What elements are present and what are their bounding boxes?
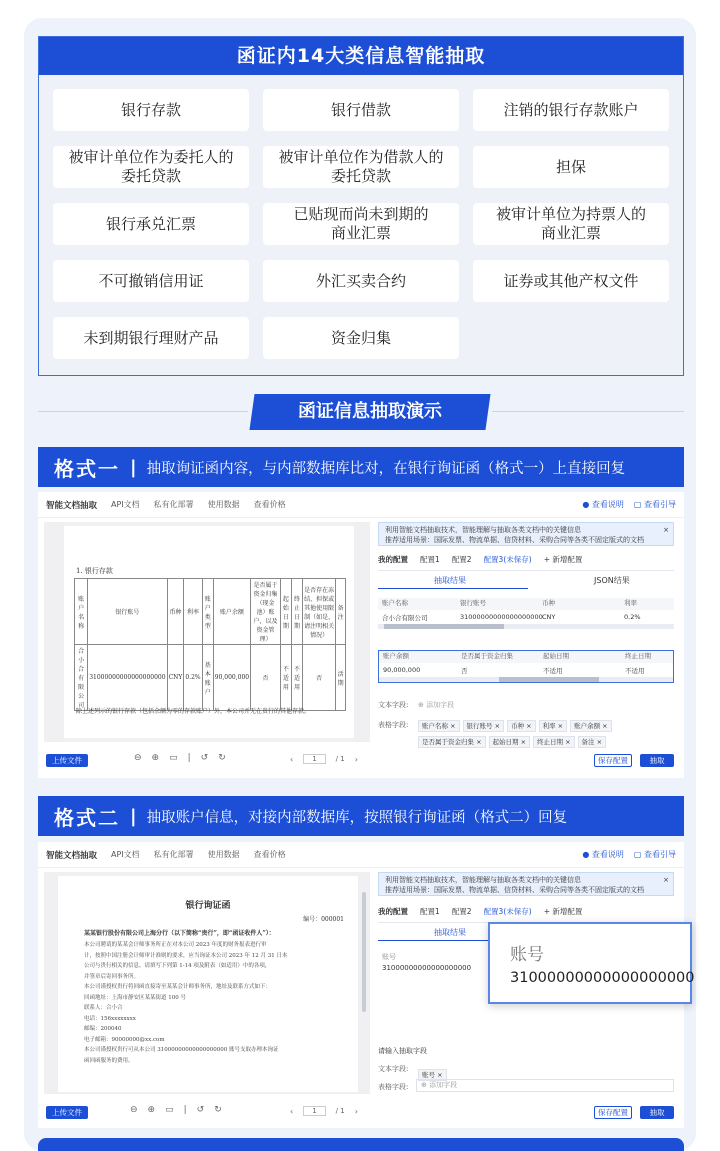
table-field-input[interactable]: ⊕ 添加字段: [416, 1079, 674, 1092]
viewer-scrollbar[interactable]: [362, 892, 366, 1012]
prev-page-icon[interactable]: ‹: [290, 754, 294, 764]
field-value: 31000000000000000000: [382, 964, 472, 972]
nav-item-private[interactable]: 私有化部署: [153, 850, 194, 859]
letter-title: 银行询证函: [185, 901, 231, 911]
document-page: [64, 526, 354, 738]
col-end-date: 终止日期: [625, 652, 651, 660]
cell-end-date: 不适用: [625, 666, 645, 675]
format2-header: [38, 796, 684, 836]
col-account-number: 银行账号: [460, 599, 486, 607]
help-link-label: 查看说明: [591, 850, 624, 859]
category-item: 被审计单位作为借款人的 委托贷款: [263, 146, 459, 188]
add-text-field-label: 添加字段: [426, 701, 455, 709]
zoom-in-icon[interactable]: ⊕: [147, 1105, 156, 1115]
tab-result[interactable]: 抽取结果: [434, 576, 466, 585]
rotate-left-icon[interactable]: ↺: [200, 753, 209, 763]
bank-table-cell: 不适用: [280, 645, 291, 711]
col-account-name: 账户名称: [382, 599, 408, 607]
tab-json[interactable]: JSON结果: [594, 576, 630, 585]
viewer-toolbar: [130, 1105, 222, 1115]
format2-separator: |: [130, 805, 137, 827]
nav-item-price[interactable]: 查看价格: [253, 850, 286, 859]
config-label: 我的配置: [378, 555, 408, 564]
extract-field-input-label: 请输入抽取字段: [378, 1047, 427, 1055]
category-item: 银行存款: [53, 89, 249, 131]
table-field-tag-label: 终止日期: [537, 738, 564, 746]
tab-config2[interactable]: 配置2: [451, 907, 472, 916]
table-field-tag[interactable]: 备注 ×: [578, 736, 607, 748]
table-field-tag-label: 账户余额: [574, 722, 601, 730]
zoom-out-icon[interactable]: ⊖: [134, 753, 142, 763]
bank-table-cell: CNY: [167, 645, 184, 711]
category-panel-title: 函证内14大类信息智能抽取: [39, 37, 683, 75]
config-tabs: [378, 906, 582, 917]
category-item: 不可撤销信用证: [53, 260, 249, 302]
bank-table: [74, 578, 346, 711]
category-item: 银行借款: [263, 89, 459, 131]
col-start-date: 起始日期: [543, 652, 569, 660]
result-table-2: [378, 650, 674, 683]
bank-table-header-cell: 账户类型: [202, 579, 213, 645]
cell-cash-pool: 否: [461, 666, 468, 675]
nav-item-usage[interactable]: 使用数据: [207, 850, 240, 859]
col-balance: 账户余额: [383, 652, 409, 660]
demo-banner: [249, 394, 490, 430]
table-field-tag[interactable]: 币种 ×: [507, 720, 536, 732]
text-field-label: 文本字段:: [378, 1065, 409, 1073]
cell-currency: CNY: [542, 613, 556, 621]
category-item: 被审计单位作为委托人的 委托贷款: [53, 146, 249, 188]
table-field-tag-label: 起始日期: [492, 738, 519, 746]
upload-button[interactable]: 上传文件: [46, 1106, 88, 1119]
table-field-tag[interactable]: 是否属于资金归集 ×: [418, 736, 486, 748]
viewer-toolbar: [134, 753, 226, 763]
config-tabs: [378, 554, 582, 565]
bank-table-cell: 不适用: [291, 645, 302, 711]
letter-line: 本公司谨授权贵行可从本公司 31000000000000000000 账号支取办理本询证: [84, 1047, 279, 1053]
bank-table-cell: 90,000,000: [213, 645, 250, 711]
next-page-icon[interactable]: ›: [354, 1106, 358, 1116]
col-rate: 利率: [624, 599, 637, 607]
field-label: 账号: [382, 953, 396, 961]
letter-line: 计，按照中国注册会计师审计准则的要求，应当询证本公司 2023 年 12 月 31 日本: [84, 952, 288, 959]
cell-account-number: 31000000000000000000: [460, 613, 543, 621]
scrollbar-1[interactable]: [378, 624, 674, 629]
page-total: / 1: [335, 755, 345, 763]
category-item: 被审计单位为持票人的 商业汇票: [473, 203, 669, 245]
bank-table-cell: 31000000000000000000: [88, 645, 167, 711]
format2-nav: [38, 842, 684, 868]
nav-item-api[interactable]: API文档: [111, 500, 140, 509]
prev-page-icon[interactable]: ‹: [290, 1106, 294, 1116]
doc-section-title: 1. 银行存款: [76, 567, 113, 575]
letter-line: 并签章后寄回事务所。: [84, 973, 140, 980]
category-item: 未到期银行理财产品: [53, 317, 249, 359]
bank-table-header-cell: 终止日期: [291, 579, 302, 645]
scrollbar-1-thumb[interactable]: [384, 624, 504, 629]
cell-account-name: 合小合有限公司: [382, 613, 428, 622]
info-line-1: 利用智能文档抽取技术，智能理解与抽取各类文档中的关键信息: [385, 876, 581, 884]
nav-item-api[interactable]: API文档: [111, 850, 140, 859]
divider-left: [38, 411, 248, 412]
letter-page: [58, 876, 358, 1092]
tab-config1[interactable]: 配置1: [420, 907, 440, 916]
format2-title: 格式二: [54, 805, 120, 830]
info-line-1: 利用智能文档抽取技术，智能理解与抽取各类文档中的关键信息: [385, 526, 581, 534]
rotate-right-icon[interactable]: ↻: [214, 1105, 222, 1115]
format1-nav: [38, 492, 684, 518]
result-row-1: [378, 610, 674, 624]
zoom-out-icon[interactable]: ⊖: [130, 1105, 138, 1115]
result-table-2-header: [379, 651, 673, 663]
table-field-tag[interactable]: 终止日期 ×: [533, 736, 575, 748]
info-banner: [378, 522, 674, 546]
category-item: 资金归集: [263, 317, 459, 359]
letter-line: 公司与贵行相关的信息。请填写下列第 1-14 项及附表（如适用）中的各项，: [84, 963, 271, 969]
category-item: 银行承兑汇票: [53, 203, 249, 245]
table-field-label: 表格字段:: [378, 1083, 409, 1091]
help-link[interactable]: ● 查看说明: [582, 850, 624, 859]
fit-icon[interactable]: ▭: [169, 753, 178, 763]
guide-link[interactable]: ▢ 查看引导: [633, 850, 676, 859]
format1-screenshot: [38, 492, 684, 778]
bank-table-cell: 活期: [336, 645, 346, 711]
page-input[interactable]: 1: [303, 754, 325, 764]
guide-link-label: 查看引导: [644, 500, 676, 509]
doc-footer-text: 除上述列示的银行存款（包括余额为零的存款账户）外，本公司并无在贵行的其他存款。: [76, 708, 311, 715]
table-field-tag-label: 币种: [511, 722, 525, 730]
category-item: 已贴现而尚未到期的 商业汇票: [263, 203, 459, 245]
nav-brand[interactable]: 智能文档抽取: [46, 850, 98, 861]
bank-table-header-cell: 账户名称: [75, 579, 88, 645]
info-line-2: 推荐适用场景：国际发票、物流单据、信贷材料、采购合同等各类不固定版式的文档: [385, 886, 644, 894]
zoom-in-icon[interactable]: ⊕: [151, 753, 160, 763]
nav-item-private[interactable]: 私有化部署: [153, 500, 194, 509]
category-item: 证券或其他产权文件: [473, 260, 669, 302]
divider-right: [492, 411, 684, 412]
tag-account-label: 账号: [422, 1071, 435, 1079]
extract-button[interactable]: 抽取: [640, 1106, 674, 1119]
config-label: 我的配置: [378, 907, 408, 916]
result-row-2: [379, 663, 673, 677]
tab-result[interactable]: 抽取结果: [434, 928, 466, 937]
active-tab-underline: [378, 588, 528, 589]
pager: [290, 1106, 358, 1116]
result-pane: [374, 518, 682, 776]
format2-description: 抽取账户信息，对接内部数据库，按照银行询证函（格式二）回复: [146, 809, 568, 826]
bank-table-cell: 否: [251, 645, 281, 711]
result-table-1-header: [378, 598, 674, 610]
bank-table-header-cell: 账户余额: [213, 579, 250, 645]
table-field-tags: [418, 716, 668, 748]
col-cash-pool: 是否属于资金归集: [461, 652, 513, 660]
tab-config3[interactable]: 配置3(未保存): [483, 907, 532, 916]
bank-table-header-cell: 币种: [167, 579, 184, 645]
bank-table-cell: 基本账户: [202, 645, 213, 711]
divider-icon: |: [183, 1105, 187, 1115]
table-field-tag-label: 利率: [542, 722, 556, 730]
bank-table-header-cell: 是否存在冻结、担保或其他使用限制（如是，请注明相关情况）: [303, 579, 336, 645]
letter-line: 回函地址：上海市静安区某某街道 100 号: [84, 994, 186, 1001]
add-table-field-label: 添加字段: [429, 1081, 458, 1089]
bank-table-header-cell: 银行账号: [88, 579, 167, 645]
table-field-tag[interactable]: 账户名称 ×: [418, 720, 460, 732]
page-total: / 1: [335, 1107, 345, 1115]
bank-table-cell: 合小合有限公司: [75, 645, 88, 711]
letter-line: 函回函服务的费用。: [84, 1057, 134, 1064]
bank-table-header-cell: 利率: [184, 579, 202, 645]
category-panel: [38, 36, 684, 376]
bank-table-cell: 0.2%: [184, 645, 202, 711]
cell-rate: 0.2%: [624, 613, 641, 621]
close-icon[interactable]: ×: [663, 526, 669, 534]
bank-table-cell: 否: [303, 645, 336, 711]
extract-button[interactable]: 抽取: [640, 754, 674, 767]
next-page-icon[interactable]: ›: [354, 754, 358, 764]
guide-link-label: 查看引导: [644, 850, 676, 859]
save-config-button[interactable]: 保存配置: [594, 1106, 632, 1119]
document-viewer: [44, 872, 370, 1094]
fit-icon[interactable]: ▭: [165, 1105, 174, 1115]
table-field-tag-label: 银行账号: [466, 722, 493, 730]
add-config-button[interactable]: + 新增配置: [543, 907, 583, 916]
category-item: 外汇买卖合约: [263, 260, 459, 302]
table-field-tag[interactable]: 银行账号 ×: [463, 720, 505, 732]
nav-item-usage[interactable]: 使用数据: [207, 500, 240, 509]
letter-body: [84, 940, 354, 1066]
letter-line: 邮编：200040: [84, 1026, 122, 1032]
tag-account[interactable]: 账号 ×: [418, 1069, 447, 1081]
add-config-button[interactable]: + 新增配置: [543, 555, 583, 564]
table-field-label: 表格字段:: [378, 721, 409, 729]
guide-link[interactable]: ▢ 查看引导: [633, 500, 676, 509]
table-field-tag-label: 是否属于资金归集: [422, 738, 474, 746]
nav-item-price[interactable]: 查看价格: [253, 500, 286, 509]
tab-config1[interactable]: 配置1: [420, 555, 440, 564]
info-banner: [378, 872, 674, 896]
popup-label: 账号: [510, 945, 544, 965]
close-icon[interactable]: ×: [663, 876, 669, 884]
add-text-field[interactable]: ⊕ 添加字段: [418, 701, 455, 709]
cell-balance: 90,000,000: [383, 666, 421, 674]
scrollbar-2[interactable]: [379, 677, 673, 682]
table-field-tag-label: 账户名称: [422, 722, 448, 730]
letter-number: 编号：000001: [303, 916, 344, 923]
pager: [290, 754, 358, 764]
table-field-tag-label: 备注: [581, 738, 595, 746]
help-link[interactable]: ● 查看说明: [582, 500, 624, 509]
divider-icon: |: [187, 753, 191, 763]
bank-table-header-cell: 是否属于资金归集（现金池）账户，以及资金管理）: [251, 579, 281, 645]
letter-greeting: 某某银行股份有限公司上海分行（以下简称“贵行”，即“函证收件人”）：: [84, 930, 275, 937]
category-item: 注销的银行存款账户: [473, 89, 669, 131]
rotate-left-icon[interactable]: ↺: [196, 1105, 205, 1115]
scrollbar-2-thumb[interactable]: [499, 677, 599, 682]
format1-description: 抽取询证函内容，与内部数据库比对，在银行询证函（格式一）上直接回复: [146, 460, 626, 477]
table-field-tag[interactable]: 利率 ×: [539, 720, 568, 732]
letter-line: 本公司聘请的某某会计师事务所正在对本公司 2023 年度的财务报表进行审: [84, 942, 267, 948]
table-field-tag[interactable]: 账户余额 ×: [570, 720, 612, 732]
popup-value: 31000000000000000000: [510, 970, 695, 986]
bottom-banner: [38, 1138, 684, 1151]
format1-header: [38, 447, 684, 487]
rotate-right-icon[interactable]: ↻: [218, 753, 226, 763]
document-viewer: [44, 522, 370, 742]
demo-banner-text: 函证信息抽取演示: [298, 401, 442, 422]
page-input[interactable]: 1: [303, 1106, 325, 1116]
text-field-label: 文本字段:: [378, 701, 409, 709]
upload-button[interactable]: 上传文件: [46, 754, 88, 767]
config-divider: [378, 570, 674, 571]
save-config-button[interactable]: 保存配置: [594, 754, 632, 767]
letter-line: 联系人：合小合: [84, 1005, 123, 1011]
bank-table-header-cell: 备注: [336, 579, 346, 645]
letter-line: 电子邮箱：90000000@xx.com: [84, 1036, 165, 1043]
table-field-tag[interactable]: 起始日期 ×: [489, 736, 531, 748]
col-currency: 币种: [542, 599, 555, 607]
cell-start-date: 不适用: [543, 666, 563, 675]
zoom-popup: [488, 922, 695, 1004]
format1-separator: |: [130, 456, 137, 478]
letter-line: 本公司谨授权贵行将回函直接寄至某某会计师事务所，地址及联系方式如下：: [84, 984, 272, 990]
tab-config2[interactable]: 配置2: [451, 555, 472, 564]
info-line-2: 推荐适用场景：国际发票、物流单据、信贷材料、采购合同等各类不固定版式的文档: [385, 536, 644, 544]
tab-config3[interactable]: 配置3(未保存): [483, 555, 532, 564]
help-link-label: 查看说明: [591, 500, 624, 509]
category-item: 担保: [473, 146, 669, 188]
nav-brand[interactable]: 智能文档抽取: [46, 500, 98, 511]
format1-title: 格式一: [54, 456, 120, 481]
bank-table-header-cell: 起始日期: [280, 579, 291, 645]
result-table-1: [378, 598, 674, 629]
letter-line: 电话：156xxxxxxxx: [84, 1015, 136, 1022]
